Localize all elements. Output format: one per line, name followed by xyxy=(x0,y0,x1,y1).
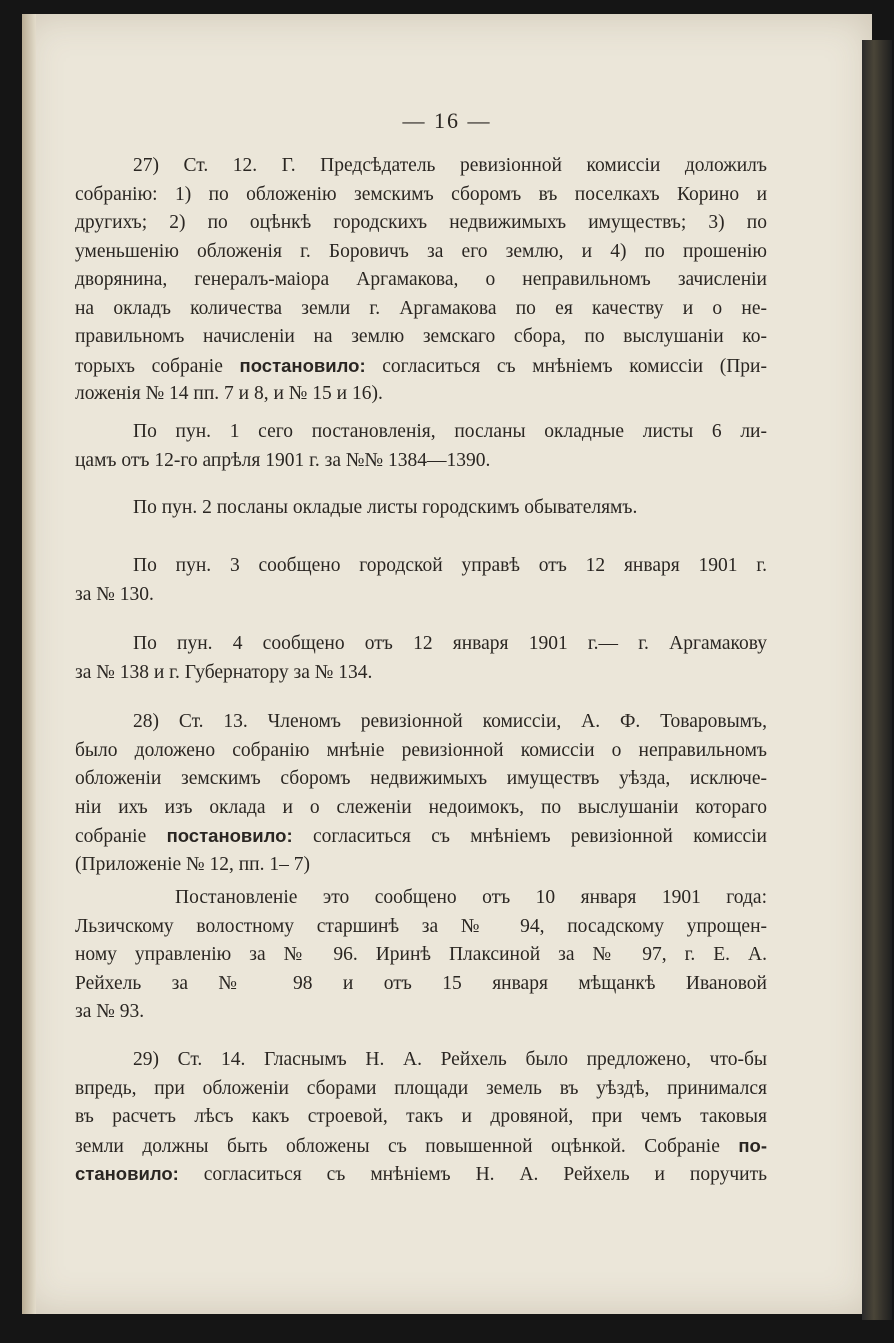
bold-keyword: становило: xyxy=(75,1163,179,1184)
paragraph-28 xyxy=(75,708,767,879)
text-line: другихъ; 2) по оцѣнкѣ городскихъ недвижимыхъ имуществъ; 3) по xyxy=(75,212,767,233)
bold-keyword: по- xyxy=(738,1134,767,1156)
text-line xyxy=(75,1160,767,1189)
text-line xyxy=(75,1132,767,1161)
text-span: собраніе xyxy=(75,826,167,847)
note-point-4 xyxy=(75,630,767,687)
text-line: 28) Ст. 13. Членомъ ревизіонной комиссіи, А. Ф. Товаровымъ, xyxy=(133,711,767,732)
text-line: дворянина, генералъ-маіора Аргамакова, о неправильномъ зачисленіи xyxy=(75,269,767,290)
text-line: По пун. 2 посланы окладые листы городскимъ обывателямъ. xyxy=(133,497,638,518)
note-point-2 xyxy=(75,494,767,523)
paragraph-29 xyxy=(75,1046,767,1189)
text-line: за № 130. xyxy=(75,583,154,605)
text-line: Постановленіе это сообщено отъ 10 января 1901 года: xyxy=(175,887,767,908)
text-line: (Приложеніе № 12, пп. 1– 7) xyxy=(75,853,310,875)
text-line: Льзичскому волостному старшинѣ за № 94, посадскому упрощен- xyxy=(75,915,767,937)
note-point-3 xyxy=(75,552,767,609)
text-line: за № 93. xyxy=(75,1001,145,1022)
text-span: согласиться съ мнѣніемъ ревизіонной комиссіи xyxy=(292,826,767,847)
text-line: на окладъ количества земли г. Аргамакова по ея качеству и о не- xyxy=(75,297,767,319)
text-line: 29) Ст. 14. Гласнымъ Н. А. Рейхель было предложено, что-бы xyxy=(133,1049,767,1070)
page-stack-edge xyxy=(862,40,892,1320)
text-line: По пун. 3 сообщено городской управѣ отъ 12 января 1901 г. xyxy=(133,555,767,576)
text-line: 27) Ст. 12. Г. Предсѣдатель ревизіонной комиссіи доложилъ xyxy=(133,155,767,176)
text-line: обложеніи земскимъ сборомъ недвижимыхъ имуществъ уѣзда, исключе- xyxy=(75,768,767,789)
text-line: было доложено собранію мнѣніе ревизіонной комиссіи о неправильномъ xyxy=(75,739,767,761)
text-line: ніи ихъ изъ оклада и о слеженіи недоимокъ, по выслушаніи котораго xyxy=(75,796,767,818)
note-point-1 xyxy=(75,418,767,475)
text-line: собранію: 1) по обложенію земскимъ сборомъ въ поселкахъ Корино и xyxy=(75,183,767,205)
text-line: за № 138 и г. Губернатору за № 134. xyxy=(75,661,373,683)
text-span: земли должны быть обложены съ повышенной оцѣнкой. Собраніе xyxy=(75,1135,739,1157)
text-span: согласиться съ мнѣніемъ Н. А. Рейхель и поручить xyxy=(178,1164,767,1185)
text-line: цамъ отъ 12-го апрѣля 1901 г. за №№ 1384—1390. xyxy=(75,449,491,471)
text-span: торыхъ собраніе xyxy=(75,355,240,377)
note-resolution xyxy=(75,884,767,1027)
text-line: По пун. 4 сообщено отъ 12 января 1901 г.— г. Аргамакову xyxy=(133,633,767,654)
text-line: ложенія № 14 пп. 7 и 8, и № 15 и 16). xyxy=(75,383,383,404)
text-line: правильномъ начисленіи на землю земскаго сбора, по выслушаніи ко- xyxy=(75,326,767,347)
text-line: Рейхель за № 98 и отъ 15 января мѣщанкѣ Ивановой xyxy=(75,972,767,994)
text-line: въ расчетъ лѣсъ какъ строевой, такъ и дровяной, при чемъ таковыя xyxy=(75,1106,767,1127)
paragraph-27 xyxy=(75,152,767,409)
page-number: — 16 — xyxy=(402,108,492,133)
text-line: ному управленію за № 96. Иринѣ Плаксиной за № 97, г. Е. А. xyxy=(75,944,767,965)
page-binding-edge xyxy=(22,14,36,1314)
text-line: По пун. 1 сего постановленія, посланы окладные листы 6 ли- xyxy=(133,421,767,442)
text-line xyxy=(75,352,767,381)
bold-keyword: постановило: xyxy=(239,354,366,376)
text-line: уменьшенію обложенія г. Боровичъ за его землю, и 4) по прошенію xyxy=(75,240,767,262)
text-span: согласиться съ мнѣніемъ комиссіи (При- xyxy=(365,355,767,377)
text-line: впредь, при обложеніи сборами площади земель въ уѣздѣ, принимался xyxy=(75,1077,767,1099)
text-line xyxy=(75,822,767,851)
bold-keyword: постановило: xyxy=(166,825,293,846)
